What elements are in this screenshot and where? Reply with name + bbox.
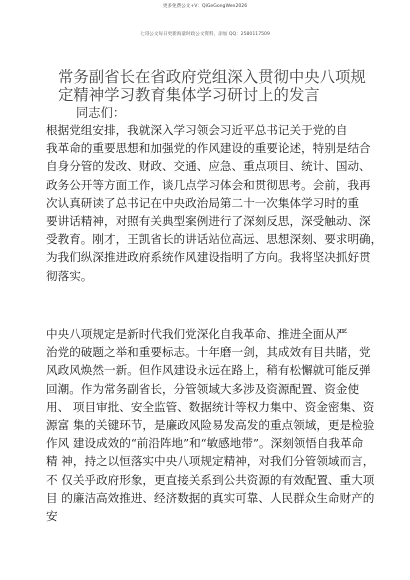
text-line: 精 神，持之以恒落实中央八项规定精神，对我们分管领域而言，	[46, 454, 375, 469]
document-title	[58, 68, 366, 104]
text-line: 目 的廉洁高效推进、经济数据的真实可靠、人民群众生命财产的	[46, 490, 375, 505]
text-line: 根据党组安排，我就深入学习领会习近平总书记关于党的自	[46, 123, 348, 137]
text-line: 次认真研读了总书记在中央政治局第二十一次集体学习时的重	[46, 195, 360, 210]
watermark-sub-line: 七哥公文每日更新海量时政公文资料，添加 QQ：2580117509	[140, 32, 270, 37]
paragraph-2	[46, 325, 375, 525]
title-line: 定精神学习教育集体学习研讨上的发言	[58, 86, 320, 104]
text-line: 为我们纵深推进政府系统作风建设指明了方向。我将坚决抓好贯	[46, 250, 371, 265]
text-line: 回潮。作为常务副省长，分管领域大多涉及资源配置、资金使	[46, 381, 360, 396]
text-line: 作风 建设成效的“前沿阵地”和“敏感地带”。深刻领悟自我革命	[46, 436, 364, 451]
text-line: 治党的破题之举和重要标志。十年磨一剑，其成效有目共睹，党	[46, 345, 371, 360]
text-line: 中央八项规定是新时代我们党深化自我革命、推进全面从严	[46, 327, 348, 341]
text-line: 要讲话精神，对照有关典型案例进行了深刻反思，深受触动、深	[46, 213, 371, 228]
salutation: 同志们：	[76, 106, 126, 120]
text-line: 不 仅关乎政府形象，更直接关系到公共资源的有效配置、重大项	[46, 472, 375, 487]
text-line: 用、 项目审批、安全监管、数据统计等权力集中、资金密集、资	[46, 399, 375, 414]
text-line: 政务公开等方面工作，谈几点学习体会和贯彻思考。会前，我再	[46, 177, 371, 192]
text-line: 风政风焕然一新。但作风建设永远在路上，稍有松懈就可能反弹	[46, 363, 371, 378]
text-line: 安	[46, 508, 58, 523]
paragraph-1	[46, 121, 383, 285]
title-line: 常务副省长在省政府党组深入贯彻中央八项规	[58, 68, 366, 86]
text-line: 受教育。刚才，王凯省长的讲话站位高远、思想深刻、要求明确，	[46, 232, 383, 247]
watermark-top-line: 更多免费公文+V：QiGeGongWen2026	[162, 4, 248, 9]
text-line: 彻落实。	[46, 268, 93, 283]
text-line: 自身分管的发改、财政、交通、应急、重点项目、统计、国动、	[46, 159, 371, 174]
text-line: 我革命的重要思想和加强党的作风建设的重要论述，特别是结合	[46, 141, 371, 156]
text-line: 源富 集的关键环节，是廉政风险易发高发的重点领域，更是检验	[46, 417, 375, 432]
